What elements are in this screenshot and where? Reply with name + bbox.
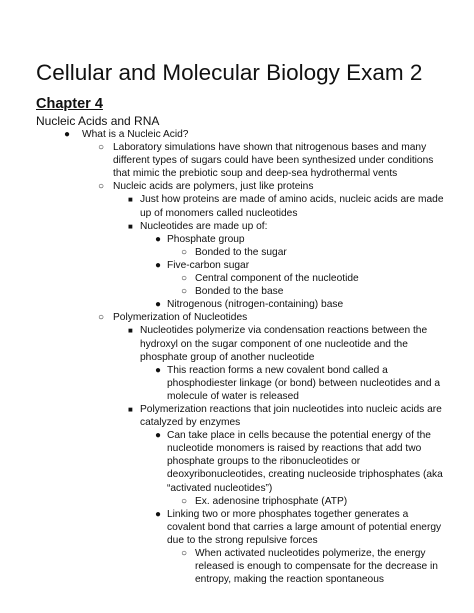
- list-item: [0, 128, 474, 141]
- bullet-icon: ●: [64, 129, 71, 140]
- list-item: [0, 495, 474, 508]
- bullet-icon: ○: [98, 312, 105, 324]
- list-item: [0, 246, 474, 259]
- list-item-text: Nucleotides polymerize via condensation reactions between the hydroxyl on the sugar component of one nucleotide and the phosphate group of another nucleotide: [140, 325, 428, 363]
- list-item-text: Ex. adenosine triphosphate (ATP): [195, 495, 348, 507]
- list-item-text: When activated nucleotides polymerize, the energy released is enough to compensate for the decrease in entropy, making the reaction spontaneous: [195, 548, 438, 586]
- section-heading: Nucleic Acids and RNA: [36, 114, 160, 128]
- notes-outline: [0, 128, 474, 586]
- bullet-icon: ●: [155, 299, 162, 311]
- list-item: [0, 259, 474, 272]
- list-item-text: What is a Nucleic Acid?: [82, 129, 189, 140]
- list-item-text: Polymerization of Nucleotides: [113, 312, 248, 324]
- list-item: [0, 298, 474, 311]
- list-item: [0, 272, 474, 285]
- list-item: [0, 311, 474, 324]
- list-item: [0, 403, 474, 429]
- list-item-text: Bonded to the sugar: [195, 246, 287, 258]
- bullet-icon: ○: [181, 548, 188, 559]
- document-title: Cellular and Molecular Biology Exam 2: [36, 60, 423, 85]
- chapter-heading: Chapter 4: [36, 96, 103, 112]
- list-item: [0, 429, 474, 494]
- list-item: [0, 508, 474, 547]
- bullet-icon: ●: [155, 430, 162, 442]
- bullet-icon: ○: [181, 495, 188, 507]
- list-item-text: Phosphate group: [167, 233, 245, 245]
- list-item: [0, 141, 474, 180]
- list-item: [0, 364, 474, 403]
- list-item-text: Linking two or more phosphates together generates a covalent bond that carries a large amount of potential energy due to the strong repulsive forces: [167, 508, 442, 546]
- list-item-text: Just how proteins are made of amino acids, nucleic acids are made up of monomers called nucleotides: [140, 194, 444, 219]
- bullet-icon: ●: [155, 508, 162, 520]
- list-item: [0, 220, 474, 233]
- bullet-icon: ○: [181, 246, 188, 258]
- list-item-text: Bonded to the base: [195, 286, 284, 298]
- list-item-text: Five-carbon sugar: [167, 259, 250, 271]
- list-item: [0, 324, 474, 363]
- list-item: [0, 285, 474, 298]
- bullet-icon: ■: [128, 221, 133, 231]
- list-item-text: Laboratory simulations have shown that nitrogenous bases and many different types of sugars could have been synthesized under conditions that mimic the prebiotic soup and deep-sea hydrothermal vents: [113, 142, 434, 180]
- list-item: [0, 193, 474, 219]
- bullet-icon: ■: [128, 195, 133, 205]
- list-item: [0, 233, 474, 246]
- list-item: [0, 547, 474, 586]
- list-item: [0, 180, 474, 193]
- bullet-icon: ■: [128, 326, 133, 336]
- list-item-text: Nucleic acids are polymers, just like proteins: [113, 181, 314, 193]
- bullet-icon: ○: [181, 273, 188, 285]
- bullet-icon: ○: [181, 286, 188, 298]
- list-item-text: Polymerization reactions that join nucleotides into nucleic acids are catalyzed by enzymes: [140, 403, 442, 429]
- bullet-icon: ●: [155, 259, 162, 271]
- list-item-text: Nucleotides are made up of:: [140, 220, 268, 232]
- list-item-text: This reaction forms a new covalent bond called a phosphodiester linkage (or bond) between nucleotides and a molecule of water is released: [167, 364, 440, 402]
- bullet-icon: ■: [128, 404, 133, 414]
- bullet-icon: ●: [155, 233, 162, 245]
- list-item-text: Central component of the nucleotide: [195, 273, 359, 285]
- bullet-icon: ○: [98, 142, 105, 154]
- bullet-icon: ○: [98, 181, 105, 193]
- list-item-text: Nitrogenous (nitrogen-containing) base: [167, 299, 344, 311]
- list-item-text: Can take place in cells because the potential energy of the nucleotide monomers is raised by reactions that add two phosphate groups to the ribonucleotides or deoxyribonucleotides, creating nucleoside triphosphates (aka “activated nucleotides”): [167, 430, 443, 494]
- bullet-icon: ●: [155, 364, 162, 376]
